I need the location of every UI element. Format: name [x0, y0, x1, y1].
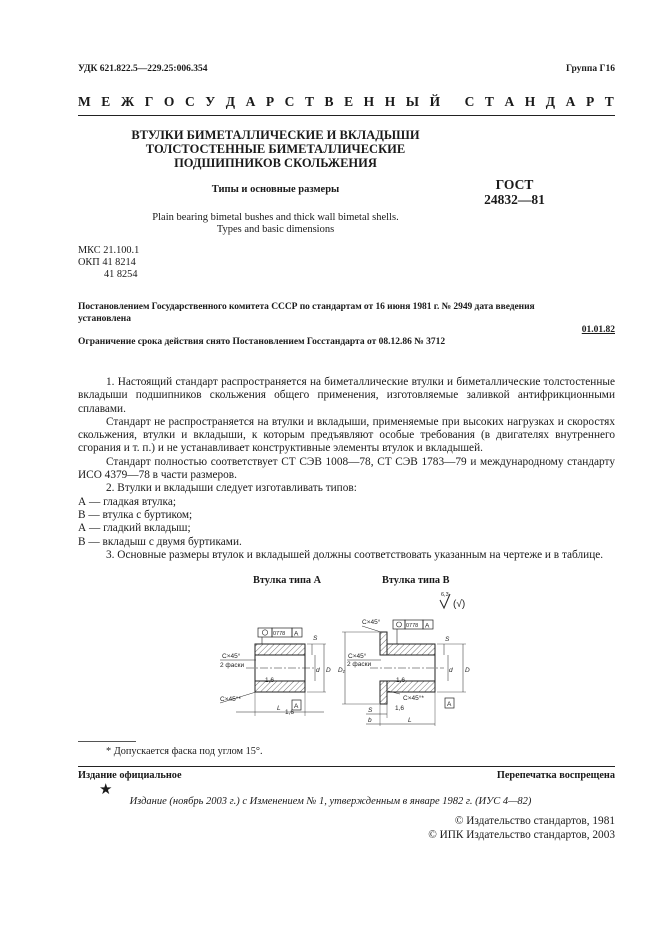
- bush-drawing: [200, 588, 490, 728]
- interstate-letter: А: [504, 94, 515, 109]
- dim-d-b: d: [449, 667, 453, 674]
- interstate-letter: М: [78, 94, 91, 109]
- limit-removed-note: Ограничение срока действия снято Постановлением Госстандарта от 08.12.86 № 3712: [78, 337, 446, 347]
- interstate-letter: Т: [484, 94, 494, 109]
- official-edition: Издание официальное: [78, 770, 182, 781]
- roughness-value: 6,3: [441, 592, 449, 598]
- chamfer-label-b-top: C×45°: [362, 619, 381, 626]
- two-chamfers-label-b: 2 фаски: [347, 661, 372, 668]
- interstate-letter: Ж: [120, 94, 135, 109]
- dim-d-a: d: [316, 667, 320, 674]
- dim-b-b: b: [368, 717, 372, 724]
- end-roughness-a: 1,6: [285, 709, 295, 716]
- interstate-standard-heading: [78, 94, 614, 110]
- paragraph-5: 3. Основные размеры втулок и вкладышей должны соответствовать указанным на чертеже и в таблице.: [106, 548, 604, 561]
- footnote: * Допускается фаска под углом 15°.: [106, 746, 263, 757]
- interstate-letter: [451, 94, 454, 110]
- document-title: [78, 128, 473, 170]
- dim-D1-b: D₁: [338, 667, 345, 674]
- drawing-label-type-a: Втулка типа А: [253, 575, 322, 586]
- datum-box-b: А: [447, 701, 452, 708]
- datum-box-a: А: [294, 703, 299, 710]
- interstate-letter: Т: [304, 94, 314, 109]
- dim-s-a: S: [313, 635, 318, 642]
- dim-L-b: L: [408, 717, 412, 724]
- paragraph-4: 2. Втулки и вкладыши следует изготавливать типов:: [106, 482, 357, 495]
- bush-type-a: [220, 628, 331, 716]
- decree-line-2: установлена: [78, 314, 131, 324]
- chamfer-label-a: C×45°: [222, 653, 241, 660]
- okp-code-2: 41 8254: [104, 269, 138, 280]
- body-text: [78, 376, 615, 562]
- bush-type-b: [338, 618, 470, 726]
- dim-D-a: D: [326, 667, 331, 674]
- tolerance-value-b: 0778: [406, 623, 419, 629]
- copyright-2003: © ИПК Издательство стандартов, 2003: [428, 829, 615, 841]
- title-english-1: Plain bearing bimetal bushes and thick wall bimetal shells.: [152, 212, 399, 223]
- gost-number: 24832—81: [484, 192, 545, 207]
- interstate-letter: А: [245, 94, 256, 109]
- decree-line-1: Постановлением Государственного комитета СССР по стандартам от 16 июня 1981 г. № 2949 дата введения: [78, 302, 535, 312]
- inner-roughness-b: 1,6: [396, 677, 406, 684]
- decree-date: 01.01.82: [581, 325, 615, 335]
- title-line-3: ПОДШИПНИКОВ СКОЛЬЖЕНИЯ: [174, 156, 377, 170]
- interstate-letter: С: [464, 94, 475, 109]
- interstate-letter: С: [184, 94, 195, 109]
- type-item-2: В — втулка с буртиком;: [78, 508, 193, 521]
- interstate-letter: Н: [384, 94, 396, 109]
- paragraph-3: Стандарт полностью соответствует СТ СЭВ 1008—78, СТ СЭВ 1783—79 и международному стандарту ИСО 4379—78 в части размеров.: [78, 455, 615, 482]
- interstate-letter: Ы: [405, 94, 420, 109]
- interstate-letter: Н: [363, 94, 375, 109]
- interstate-letter: С: [284, 94, 295, 109]
- interstate-letter: О: [163, 94, 175, 109]
- datum-ref-a: А: [294, 630, 299, 638]
- interstate-letter: Й: [429, 94, 441, 109]
- udk-code: УДК 621.822.5—229.25:006.354: [78, 64, 208, 74]
- chamfer-star-label-b: C×45°*: [403, 695, 424, 702]
- dim-L-a: L: [277, 705, 281, 712]
- chamfer-label-b: C×45°: [348, 653, 367, 660]
- gost-label: ГОСТ: [495, 177, 534, 192]
- interstate-letter: А: [565, 94, 576, 109]
- two-chamfers-label-a: 2 фаски: [220, 662, 245, 669]
- roughness-paren: (√): [453, 599, 466, 610]
- interstate-letter: Д: [225, 94, 236, 109]
- inner-roughness-a: 1,6: [265, 677, 275, 684]
- copyright-1981: © Издательство стандартов, 1981: [454, 815, 615, 827]
- group-code: Группа Г16: [566, 64, 615, 74]
- reprint-prohibited: Перепечатка воспрещена: [496, 770, 615, 781]
- end-roughness-b: 1,6: [395, 705, 405, 712]
- header-rule: [78, 115, 615, 116]
- mks-code: МКС 21.100.1: [78, 245, 140, 256]
- interstate-letter: В: [324, 94, 334, 109]
- footnote-rule: [78, 741, 136, 742]
- type-item-4: В — вкладыш с двумя буртиками.: [78, 535, 242, 548]
- tolerance-value-a: 0778: [273, 631, 286, 637]
- dim-s-b: S: [445, 636, 450, 643]
- drawing-label-type-b: Втулка типа В: [382, 575, 450, 586]
- footer-rule: [78, 766, 615, 767]
- interstate-letter: Р: [265, 94, 275, 109]
- interstate-letter: Е: [344, 94, 354, 109]
- paragraph-2: Стандарт не распространяется на втулки и вкладыши, применяемые при высоких нагрузках и скоростях скольжения, втулки и вкладыши, к которым предъявляют особые требования (в двигателях внутреннего сгорания и т. п.) и не устанавливает конструктивные элементы втулок и вкладышей.: [78, 415, 615, 455]
- title-line-2: ТОЛСТОСТЕННЫЕ БИМЕТАЛЛИЧЕСКИЕ: [145, 142, 406, 156]
- interstate-letter: Н: [524, 94, 536, 109]
- interstate-letter: Р: [585, 94, 595, 109]
- interstate-letter: Е: [101, 94, 111, 109]
- interstate-letter: Д: [545, 94, 556, 109]
- type-item-3: А — гладкий вкладыш;: [78, 522, 191, 535]
- title-line-1: ВТУЛКИ БИМЕТАЛЛИЧЕСКИЕ И ВКЛАДЫШИ: [131, 128, 420, 142]
- star-icon: ★: [99, 782, 113, 798]
- chamfer-star-label-a: C×45°*: [220, 696, 241, 703]
- title-subtitle: Типы и основные размеры: [211, 184, 340, 195]
- dim-D-b: D: [465, 667, 470, 674]
- type-item-1: А — гладкая втулка;: [78, 495, 177, 508]
- interstate-letter: Г: [144, 94, 154, 109]
- okp-code-1: ОКП 41 8214: [78, 257, 136, 268]
- paragraph-1: 1. Настоящий стандарт распространяется на биметаллические втулки и биметаллические толстостенные вкладыши подшипников скольжения общего применения, изготовляемые заливкой антифрикционными сплавами.: [78, 376, 615, 415]
- edition-note: Издание (ноябрь 2003 г.) с Изменением № 1, утвержденным в январе 1982 г. (ИУС 4—82): [129, 796, 532, 807]
- datum-ref-b: А: [425, 622, 430, 630]
- dim-s2-b: S: [368, 707, 373, 714]
- title-english-2: Types and basic dimensions: [216, 224, 335, 235]
- interstate-letter: Т: [604, 94, 614, 109]
- interstate-letter: У: [205, 94, 216, 109]
